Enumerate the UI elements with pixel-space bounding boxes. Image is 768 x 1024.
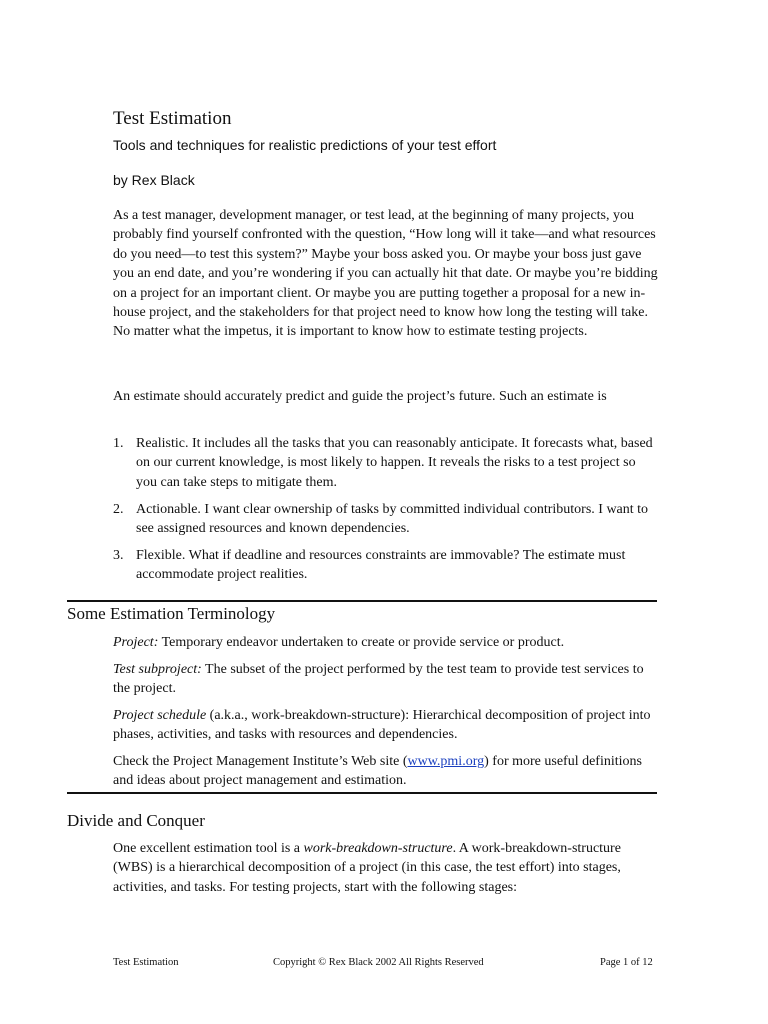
list-number: 1.	[113, 436, 124, 451]
pmi-before: Check the Project Management Institute’s Web site (	[113, 754, 408, 769]
wbs-before: One excellent estimation tool is a	[113, 841, 304, 856]
project-term: Project:	[113, 635, 159, 650]
document-author: by Rex Black	[113, 172, 195, 188]
subproject-def: The subset of the project performed by the test team to provide test services to the project.	[113, 662, 644, 697]
pmi-after: ) for more useful definitions and ideas about project management and estimation.	[113, 754, 642, 789]
wbs-paragraph	[113, 839, 658, 897]
section-divider	[67, 792, 657, 794]
schedule-definition	[113, 706, 658, 745]
footer-page-number: Page 1 of 12	[600, 957, 653, 968]
pmi-link[interactable]: www.pmi.org	[407, 754, 485, 769]
list-item	[113, 500, 658, 539]
subproject-term: Test subproject:	[113, 662, 202, 677]
list-item	[113, 546, 658, 585]
schedule-def: (a.k.a., work-breakdown-structure): Hierarchical decomposition of project into phases, activities, and tasks with resources and dependencies.	[113, 708, 651, 743]
intro-paragraph: As a test manager, development manager, or test lead, at the beginning of many projects, you probably find yourself confronted with the question, “How long will it take—and what resources do you need—to test this system?” Maybe your boss asked you. Or maybe your boss just gave you an end date, and you’re wondering if you can actually hit that date. Or maybe you’re bidding on a project for an important client. Or maybe you are putting together a proposal for a new in-house project, and the stakeholders for that project need to know how long the testing will take. No matter what the impetus, it is important to know how to estimate testing projects.	[113, 208, 658, 340]
footer-left: Test Estimation	[113, 957, 179, 968]
list-number: 2.	[113, 502, 124, 517]
footer-copyright: Copyright © Rex Black 2002 All Rights Reserved	[273, 957, 484, 968]
list-text: Flexible. What if deadline and resources constraints are immovable? The estimate must accommodate project realities.	[136, 548, 626, 583]
list-text: Actionable. I want clear ownership of tasks by committed individual contributors. I want to see assigned resources and known dependencies.	[136, 502, 649, 537]
list-item	[113, 434, 658, 492]
document-subtitle: Tools and techniques for realistic predictions of your test effort	[113, 137, 497, 153]
pmi-paragraph	[113, 752, 658, 791]
wbs-term: work-breakdown-structure	[303, 841, 453, 856]
section-divider	[67, 600, 657, 602]
wbs-after: . A work-breakdown-structure (WBS) is a hierarchical decomposition of a project (in this case, the test effort) into stages, activities, and tasks. For testing projects, start with the following stages:	[113, 841, 621, 895]
project-def: Temporary endeavor undertaken to create or provide service or product.	[158, 635, 565, 650]
schedule-term: Project schedule	[113, 708, 207, 723]
divide-heading: Divide and Conquer	[67, 811, 205, 830]
list-text: Realistic. It includes all the tasks that you can reasonably anticipate. It forecasts what, based on our current knowledge, is most likely to happen. It reveals the risks to a test project so you can take steps to mitigate them.	[136, 436, 653, 490]
list-number: 3.	[113, 548, 124, 563]
document-title: Test Estimation	[113, 108, 232, 129]
estimate-paragraph: An estimate should accurately predict and guide the project’s future. Such an estimate is	[113, 389, 607, 404]
subproject-definition	[113, 660, 658, 699]
project-definition	[113, 633, 658, 652]
terminology-heading: Some Estimation Terminology	[67, 604, 276, 623]
